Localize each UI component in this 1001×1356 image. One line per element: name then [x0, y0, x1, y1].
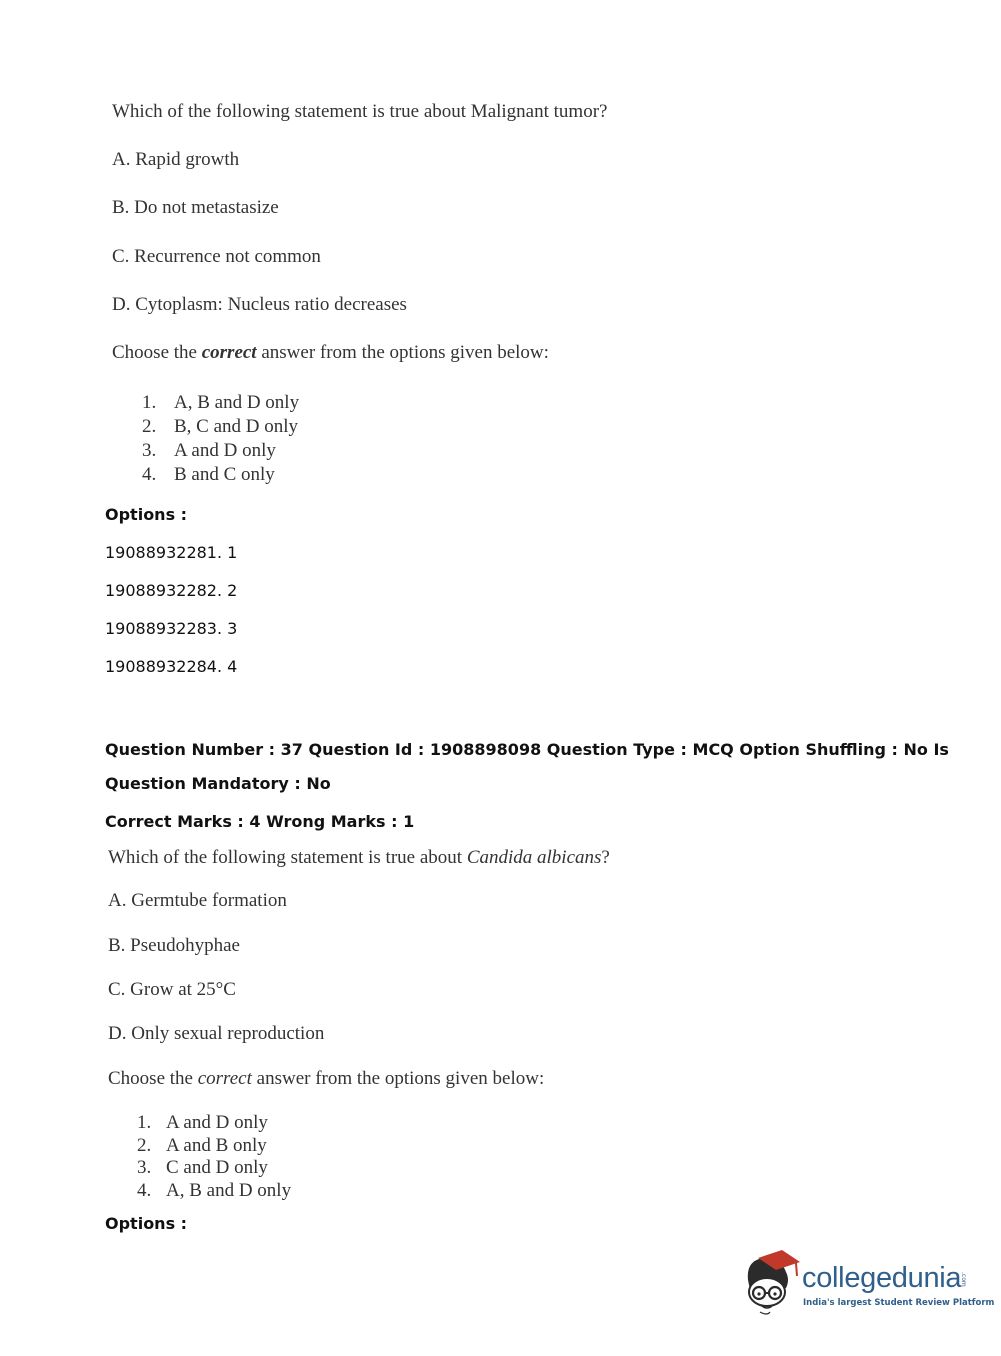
q36-statement-c: C. Recurrence not common	[112, 246, 321, 267]
q36-option-2: 19088932282. 2	[105, 581, 238, 600]
logo-com: .com	[960, 1272, 967, 1287]
q37-statement-d: D. Only sexual reproduction	[108, 1023, 325, 1044]
q37-choice-list	[137, 1112, 291, 1202]
logo-tagline: India's largest Student Review Platform	[803, 1298, 995, 1308]
q36-choice-1: 1. A, B and D only	[142, 392, 300, 413]
q36-option-3: 19088932283. 3	[105, 619, 238, 638]
q37-statement-c: C. Grow at 25°C	[108, 979, 236, 1000]
q37-choice-1: 1. A and D only	[137, 1112, 268, 1133]
q36-choice-4: 4. B and C only	[142, 464, 275, 485]
q36-statement-b: B. Do not metastasize	[112, 197, 279, 218]
q37-header-line2: Question Mandatory : No	[105, 774, 331, 793]
logo-wordmark: collegedunia	[802, 1262, 962, 1294]
q36-choice-2: 2. B, C and D only	[142, 416, 299, 437]
q36-choice-list	[142, 391, 299, 487]
q36-stem: Which of the following statement is true about Malignant tumor?	[112, 101, 608, 122]
q36-option-4: 19088932284. 4	[105, 657, 238, 676]
q37-statement-b: B. Pseudohyphae	[108, 935, 240, 956]
collegedunia-logo	[740, 1250, 995, 1320]
q37-stem: Which of the following statement is true about Candida albicans?	[108, 847, 610, 868]
q37-choice-2: 2. A and B only	[137, 1134, 267, 1156]
q37-marks: Correct Marks : 4 Wrong Marks : 1	[105, 812, 415, 831]
q37-statement-a: A. Germtube formation	[108, 890, 287, 911]
student-mascot-icon	[740, 1250, 800, 1316]
q36-statement-d: D. Cytoplasm: Nucleus ratio decreases	[112, 294, 407, 315]
q36-option-1: 19088932281. 1	[105, 543, 238, 562]
q37-choose-instruction: Choose the correct answer from the options given below:	[108, 1068, 545, 1089]
q37-choice-4: 4. A, B and D only	[137, 1179, 292, 1201]
q36-choose-instruction: Choose the correct answer from the options given below:	[112, 342, 549, 363]
q36-options-label: Options :	[105, 505, 188, 524]
q36-choice-3: 3. A and D only	[142, 440, 276, 461]
q36-statement-a: A. Rapid growth	[112, 149, 240, 170]
q37-options-label: Options :	[105, 1214, 188, 1233]
q37-header-line1: Question Number : 37 Question Id : 1908898098 Question Type : MCQ Option Shuffling : No Is	[105, 740, 949, 759]
q37-choice-3: 3. C and D only	[137, 1157, 268, 1178]
